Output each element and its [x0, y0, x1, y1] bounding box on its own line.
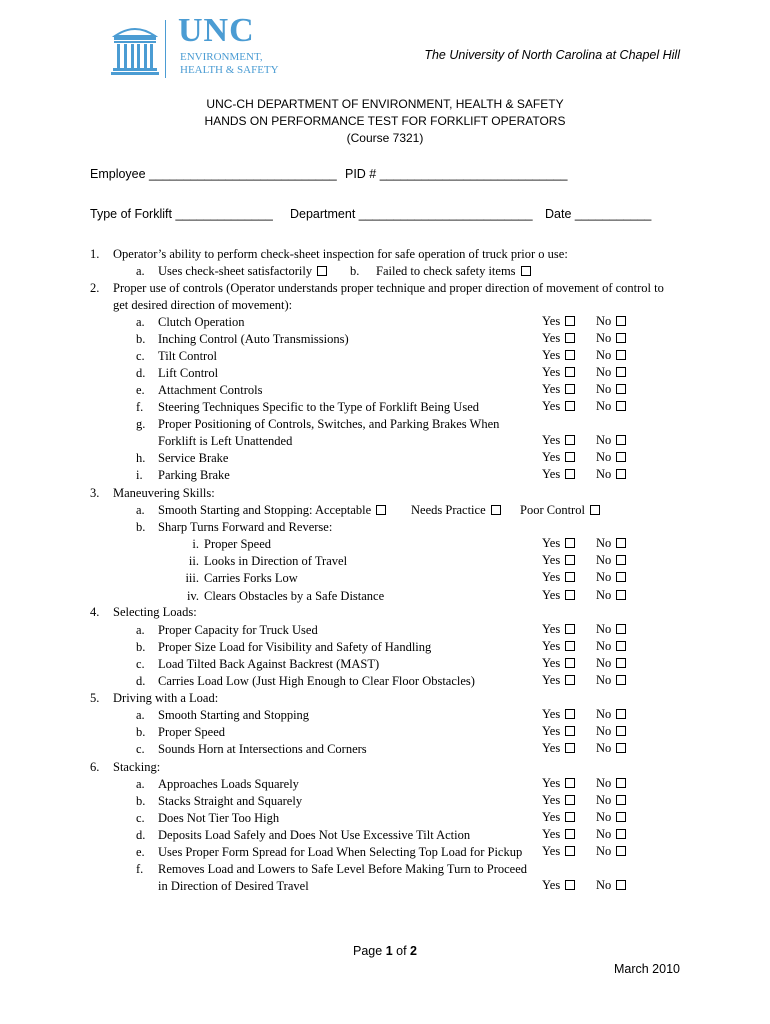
no-option[interactable]: No	[596, 588, 626, 603]
yes-option[interactable]: Yes	[542, 656, 575, 671]
checkbox[interactable]	[565, 880, 575, 890]
checkbox[interactable]	[616, 538, 626, 548]
item-letter: f.	[136, 400, 144, 414]
checkbox[interactable]	[616, 367, 626, 377]
item-numeral: ii.	[188, 554, 199, 568]
item-letter: a.	[136, 315, 145, 329]
poor-control-option[interactable]: Poor Control	[520, 502, 600, 519]
item-label: Sharp Turns Forward and Reverse:	[158, 520, 333, 534]
item-label: Steering Techniques Specific to the Type of Forklift Being Used	[158, 400, 479, 414]
checkbox[interactable]	[590, 505, 600, 515]
item-letter: c.	[136, 349, 145, 363]
no-option[interactable]: No	[596, 639, 626, 654]
checkbox[interactable]	[565, 846, 575, 856]
checkbox[interactable]	[616, 658, 626, 668]
no-option[interactable]: No	[596, 793, 626, 808]
yes-option[interactable]: Yes	[542, 467, 575, 482]
yes-option[interactable]: Yes	[542, 450, 575, 465]
checkbox[interactable]	[565, 367, 575, 377]
item-label: Clears Obstacles by a Safe Distance	[204, 589, 385, 603]
item-label: Proper Speed	[204, 537, 271, 551]
item-label: Smooth Starting and Stopping	[158, 708, 310, 722]
item-letter: h.	[136, 451, 146, 465]
item-letter: a.	[136, 264, 145, 278]
item-label: Lift Control	[158, 366, 219, 380]
yes-option[interactable]: Yes	[542, 570, 575, 585]
checkbox[interactable]	[616, 555, 626, 565]
yes-option[interactable]: Yes	[542, 639, 575, 654]
item-label: Tilt Control	[158, 349, 217, 363]
checkbox[interactable]	[521, 266, 531, 276]
no-option[interactable]: No	[596, 741, 626, 756]
page-indicator: Page 1 of 2	[353, 944, 417, 958]
item-label: Deposits Load Safely and Does Not Use Excessive Tilt Action	[158, 828, 471, 842]
item-label: Failed to check safety items	[376, 264, 516, 278]
logo-divider	[165, 20, 166, 78]
checkbox[interactable]	[616, 880, 626, 890]
yes-option[interactable]: Yes	[542, 810, 575, 825]
yes-option[interactable]: Yes	[542, 536, 575, 551]
checkbox[interactable]	[616, 590, 626, 600]
section-1-number: 1.	[90, 247, 100, 261]
yes-option[interactable]: Yes	[542, 776, 575, 791]
section-2-number: 2.	[90, 281, 100, 295]
checkbox[interactable]	[616, 778, 626, 788]
item-label: Proper Capacity for Truck Used	[158, 623, 318, 637]
section-6-number: 6.	[90, 760, 100, 774]
section-3-number: 3.	[90, 486, 100, 500]
no-option[interactable]: No	[596, 707, 626, 722]
item-label-cont: Forklift is Left Unattended	[158, 434, 293, 448]
checkbox[interactable]	[616, 795, 626, 805]
item-label: Attachment Controls	[158, 383, 263, 397]
checkbox[interactable]	[616, 709, 626, 719]
item-numeral: i.	[192, 537, 199, 551]
item-letter: d.	[136, 674, 146, 688]
yes-option[interactable]: Yes	[542, 793, 575, 808]
checkbox[interactable]	[565, 316, 575, 326]
yes-option[interactable]: Yes	[542, 724, 575, 739]
checkbox[interactable]	[616, 624, 626, 634]
item-label-cont: in Direction of Desired Travel	[158, 879, 309, 893]
yes-option[interactable]: Yes	[542, 553, 575, 568]
item-letter: d.	[136, 828, 146, 842]
checkbox[interactable]	[616, 641, 626, 651]
checkbox[interactable]	[565, 658, 575, 668]
logo-line-health-safety: HEALTH & SAFETY	[180, 64, 279, 76]
yes-option[interactable]: Yes	[542, 365, 575, 380]
yes-option[interactable]: Yes	[542, 399, 575, 414]
no-option[interactable]: No	[596, 553, 626, 568]
item-letter: a.	[136, 623, 145, 637]
item-label: Removes Load and Lowers to Safe Level Before Making Turn to Proceed	[158, 862, 528, 876]
item-label: Service Brake	[158, 451, 229, 465]
item-label: Load Tilted Back Against Backrest (MAST)	[158, 657, 380, 671]
item-letter: g.	[136, 417, 146, 431]
item-letter: a.	[136, 777, 145, 791]
item-label: Stacks Straight and Squarely	[158, 794, 303, 808]
section-6-heading: Stacking:	[113, 760, 161, 774]
no-option[interactable]: No	[596, 467, 626, 482]
yes-option[interactable]: Yes	[542, 673, 575, 688]
item-label: Sounds Horn at Intersections and Corners	[158, 742, 367, 756]
checkbox[interactable]	[565, 795, 575, 805]
yes-option[interactable]: Yes	[542, 348, 575, 363]
checkbox[interactable]	[376, 505, 386, 515]
item-label: Proper Positioning of Controls, Switches, and Parking Brakes When	[158, 417, 500, 431]
item-label: Proper Speed	[158, 725, 225, 739]
yes-option[interactable]: Yes	[542, 433, 575, 448]
item-letter: c.	[136, 657, 145, 671]
no-option[interactable]: No	[596, 331, 626, 346]
checkbox[interactable]	[317, 266, 327, 276]
section-4-number: 4.	[90, 605, 100, 619]
item-label: Proper Size Load for Visibility and Safety of Handling	[158, 640, 432, 654]
checkbox[interactable]	[565, 675, 575, 685]
checkbox[interactable]	[616, 401, 626, 411]
section-5-heading: Driving with a Load:	[113, 691, 219, 705]
item-letter: b.	[136, 332, 146, 346]
item-letter: d.	[136, 366, 146, 380]
no-option[interactable]: No	[596, 844, 626, 859]
item-letter: c.	[136, 742, 145, 756]
checkbox[interactable]	[616, 333, 626, 343]
revision-date: March 2010	[613, 962, 680, 976]
date-field[interactable]: Date ___________	[545, 207, 652, 221]
title-line-3: (Course 7321)	[346, 131, 424, 145]
no-option[interactable]: No	[596, 536, 626, 551]
item-letter: e.	[136, 383, 145, 397]
title-line-2: HANDS ON PERFORMANCE TEST FOR FORKLIFT OPERATORS	[204, 114, 566, 128]
checkbox[interactable]	[565, 829, 575, 839]
no-option[interactable]: No	[596, 399, 626, 414]
checkbox[interactable]	[491, 505, 501, 515]
checkbox[interactable]	[616, 469, 626, 479]
item-letter: a.	[136, 503, 145, 517]
page-number: 1	[385, 944, 393, 958]
acceptable-option[interactable]: Smooth Starting and Stopping: Acceptable	[158, 502, 386, 519]
section-1-heading: Operator’s ability to perform check-sheet inspection for safe operation of truck prior o use:	[113, 247, 568, 261]
no-option[interactable]: No	[596, 673, 626, 688]
yes-option[interactable]: Yes	[542, 741, 575, 756]
yes-option[interactable]: Yes	[542, 707, 575, 722]
pid-field[interactable]: PID # ___________________________	[345, 167, 568, 181]
yes-option[interactable]: Yes	[542, 878, 575, 893]
no-option[interactable]: No	[596, 622, 626, 637]
section-2-heading-cont: get desired direction of movement):	[113, 298, 293, 312]
checkbox[interactable]	[565, 624, 575, 634]
no-option[interactable]: No	[596, 382, 626, 397]
item-letter: e.	[136, 845, 145, 859]
yes-option[interactable]: Yes	[542, 844, 575, 859]
checkbox[interactable]	[616, 316, 626, 326]
item-label: Uses check-sheet satisfactorily	[158, 264, 313, 278]
checkbox[interactable]	[565, 333, 575, 343]
item-letter: b.	[136, 640, 146, 654]
checkbox[interactable]	[616, 350, 626, 360]
yes-option[interactable]: Yes	[542, 331, 575, 346]
checkbox[interactable]	[616, 726, 626, 736]
checklist-item	[376, 263, 531, 280]
item-label: Inching Control (Auto Transmissions)	[158, 332, 349, 346]
no-option[interactable]: No	[596, 724, 626, 739]
checkbox[interactable]	[616, 743, 626, 753]
no-option[interactable]: No	[596, 570, 626, 585]
no-option[interactable]: No	[596, 878, 626, 893]
checkbox[interactable]	[565, 469, 575, 479]
checkbox[interactable]	[565, 726, 575, 736]
title-line-1: UNC-CH DEPARTMENT OF ENVIRONMENT, HEALTH & SAFETY	[206, 97, 564, 111]
section-5-number: 5.	[90, 691, 100, 705]
checkbox[interactable]	[565, 590, 575, 600]
checkbox[interactable]	[565, 743, 575, 753]
checkbox[interactable]	[616, 829, 626, 839]
item-label: Uses Proper Form Spread for Load When Selecting Top Load for Pickup	[158, 845, 523, 859]
checkbox[interactable]	[616, 675, 626, 685]
checkbox[interactable]	[565, 401, 575, 411]
item-letter: f.	[136, 862, 144, 876]
item-label: Looks in Direction of Travel	[204, 554, 348, 568]
no-option[interactable]: No	[596, 827, 626, 842]
yes-option[interactable]: Yes	[542, 827, 575, 842]
checkbox[interactable]	[565, 555, 575, 565]
yes-option[interactable]: Yes	[542, 622, 575, 637]
checkbox[interactable]	[565, 384, 575, 394]
checkbox[interactable]	[616, 846, 626, 856]
item-letter: b.	[136, 725, 146, 739]
checkbox[interactable]	[565, 641, 575, 651]
no-option[interactable]: No	[596, 776, 626, 791]
item-label: Parking Brake	[158, 468, 230, 482]
item-letter: a.	[136, 708, 145, 722]
no-option[interactable]: No	[596, 365, 626, 380]
checkbox[interactable]	[616, 572, 626, 582]
checkbox[interactable]	[565, 572, 575, 582]
old-well-icon	[110, 20, 160, 76]
no-option[interactable]: No	[596, 810, 626, 825]
employee-field[interactable]: Employee ___________________________	[90, 167, 337, 181]
section-3-heading: Maneuvering Skills:	[113, 486, 215, 500]
item-label: Does Not Tier Too High	[158, 811, 280, 825]
yes-option[interactable]: Yes	[542, 382, 575, 397]
no-option[interactable]: No	[596, 433, 626, 448]
checkbox[interactable]	[565, 435, 575, 445]
yes-option[interactable]: Yes	[542, 314, 575, 329]
checkbox[interactable]	[565, 709, 575, 719]
item-letter: b.	[136, 794, 146, 808]
yes-option[interactable]: Yes	[542, 588, 575, 603]
no-option[interactable]: No	[596, 656, 626, 671]
needs-practice-option[interactable]: Needs Practice	[411, 502, 501, 519]
checkbox[interactable]	[565, 778, 575, 788]
item-letter: i.	[136, 468, 143, 482]
logo-line-environment: ENVIRONMENT,	[180, 51, 263, 63]
checkbox[interactable]	[565, 812, 575, 822]
item-letter: b.	[136, 520, 146, 534]
no-option[interactable]: No	[596, 314, 626, 329]
university-name: The University of North Carolina at Chapel Hill	[424, 48, 680, 62]
section-2-heading: Proper use of controls (Operator understands proper technique and proper direction of movement of control to	[113, 281, 664, 295]
checklist-item	[158, 263, 327, 280]
item-label: Approaches Loads Squarely	[158, 777, 299, 791]
section-4-heading: Selecting Loads:	[113, 605, 197, 619]
item-numeral: iii.	[185, 571, 199, 585]
item-label: Carries Forks Low	[204, 571, 298, 585]
item-numeral: iv.	[186, 589, 199, 603]
item-label: Clutch Operation	[158, 315, 245, 329]
no-option[interactable]: No	[596, 348, 626, 363]
checkbox[interactable]	[565, 350, 575, 360]
checkbox[interactable]	[616, 812, 626, 822]
page-total: 2	[410, 944, 417, 958]
no-option[interactable]: No	[596, 450, 626, 465]
checkbox[interactable]	[616, 435, 626, 445]
checkbox[interactable]	[565, 538, 575, 548]
forklift-type-field[interactable]: Type of Forklift ______________	[90, 207, 273, 221]
department-field[interactable]: Department _________________________	[290, 207, 533, 221]
item-label: Carries Load Low (Just High Enough to Clear Floor Obstacles)	[158, 674, 475, 688]
logo-unc-text: UNC	[178, 12, 255, 49]
checkbox[interactable]	[565, 452, 575, 462]
item-letter: b.	[350, 264, 360, 278]
checkbox[interactable]	[616, 452, 626, 462]
checkbox[interactable]	[616, 384, 626, 394]
item-letter: c.	[136, 811, 145, 825]
